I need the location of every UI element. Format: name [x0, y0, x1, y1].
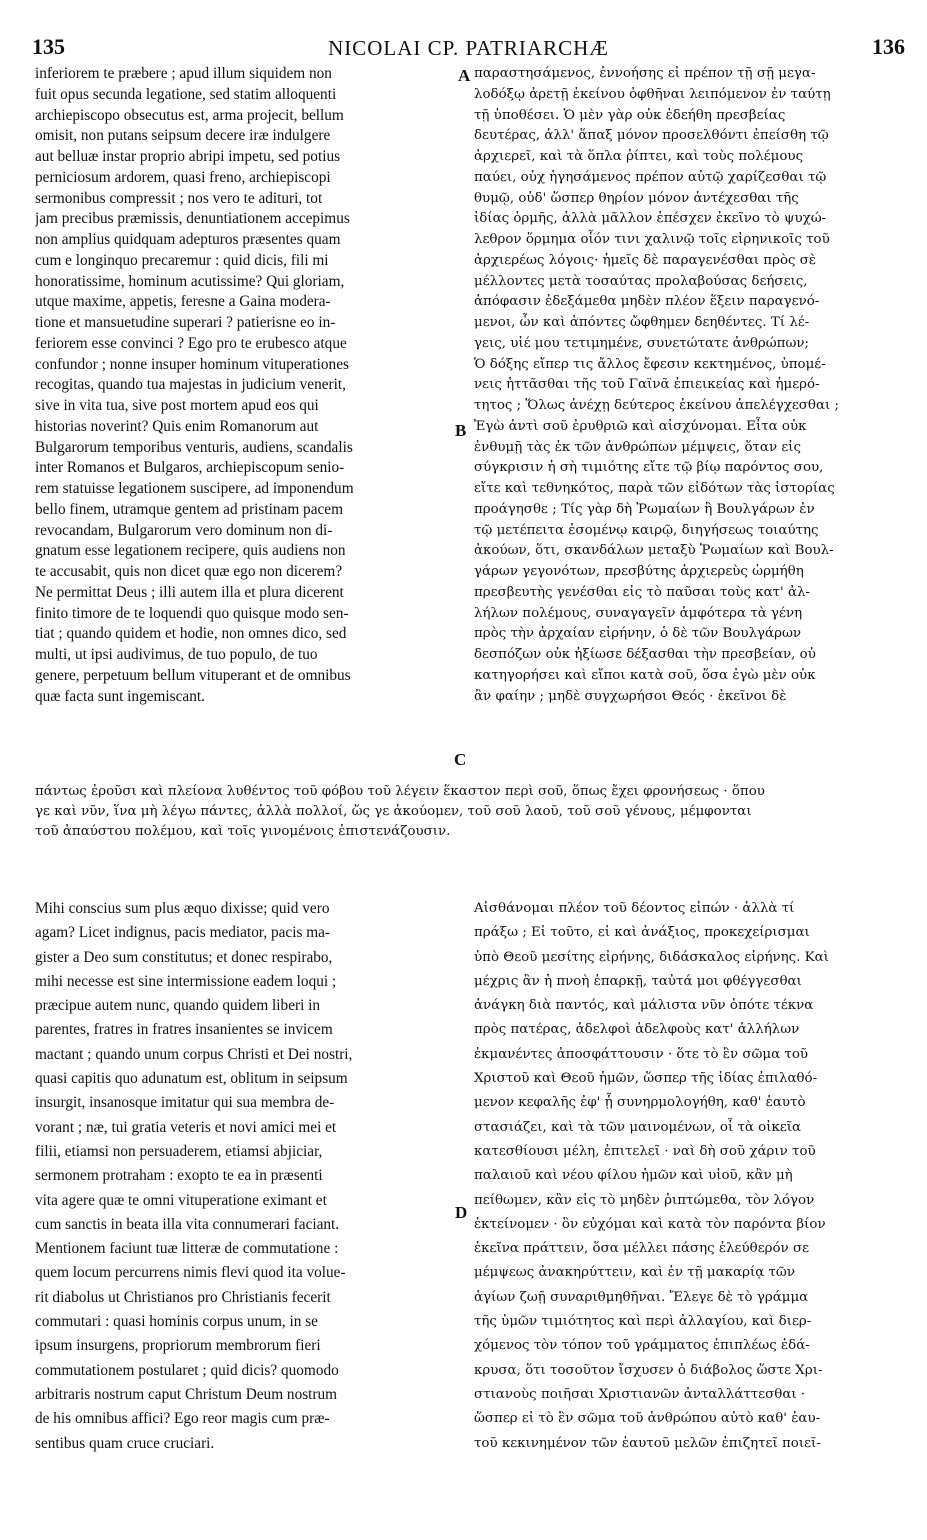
- text-line: τῇ ὑποθέσει. Ὁ μὲν γὰρ οὐκ ἐδεήθη πρεσβείας: [474, 107, 786, 123]
- text-line: omisit, non putans seipsum decere iræ indulgere: [35, 127, 331, 145]
- text-line: honoratissime, hominum acutissime? Qui gloriam,: [35, 272, 345, 290]
- greek-full-width-continuation: [35, 782, 905, 842]
- text-line: λήλων πολέμους, συναγαγεῖν ἀμφότερα τὰ γένη: [474, 605, 803, 621]
- text-line: gister a Deo sum constitutus; et donec respirabo,: [35, 948, 333, 966]
- text-line: πρὸς πατέρας, ἀδελφοὶ ἀδελφοὺς κατ' ἀλλήλων: [474, 1022, 800, 1038]
- latin-column-top: [35, 64, 458, 784]
- text-line: feriorem esse convinci ? Ego pro te erubesco atque: [35, 334, 347, 352]
- text-line: de his omnibus affici? Ego reor magis cum præ-: [35, 1410, 330, 1428]
- text-line: revocandam, Bulgarorum vero dominum non di-: [35, 521, 333, 539]
- text-line: κατεσθίουσι μέλη, ἐπιτελεῖ · ναὶ δὴ σοῦ χάριν τοῦ: [474, 1143, 816, 1159]
- page-number-right: 136: [872, 34, 905, 59]
- text-line: ἀκούων, ὅτι, σκανδάλων μεταξὺ Ῥωμαίων καὶ Βουλ-: [474, 543, 834, 559]
- text-line: τῆς ὑμῶν τιμιότητος καὶ περὶ ἀλλαγίου, καὶ διερ-: [474, 1314, 812, 1330]
- text-line: χόμενος τὸν τόπον τοῦ γράμματος ἐπιπλέως ἐδά-: [474, 1338, 810, 1354]
- text-line: Mihi conscius sum plus æquo dixisse; quid vero: [35, 900, 330, 917]
- text-line: μενοι, ὧν καὶ ἀπόντες ὤφθημεν δεηθέντες. Τί λέ-: [474, 315, 810, 330]
- text-line: quæ facta sunt ingemiscant.: [35, 687, 205, 705]
- text-line: commutationem postularet ; quid dicis? quomodo: [35, 1361, 339, 1379]
- margin-letter-d: D: [455, 1203, 468, 1222]
- text-line: quasi capitis quo adunatum est, oblitum in seipsum: [35, 1070, 348, 1088]
- text-line: inferiorem te præbere ; apud illum siquidem non: [35, 65, 332, 82]
- text-line: γε καὶ νῦν, ἵνα μὴ λέγω πάντες, ἀλλὰ πολλοί, ὥς γε ἀκούομεν, τοῦ σοῦ λαοῦ, τοῦ σοῦ γένους, μέμφονται: [35, 804, 752, 819]
- text-line: παραστησάμενος, ἐννοήσης εἰ πρέπον τῇ σῇ μεγα-: [474, 66, 816, 81]
- text-line: ἀρχιερέως λόγοις· ἡμεῖς δὲ παραγενέσθαι πρὸς σὲ: [474, 252, 817, 268]
- text-line: gnatum esse legationem recipere, quis audiens non: [35, 542, 346, 560]
- text-line: στασιάζει, καὶ τὰ τῶν μαινομένων, οἷ τὰ οἰκεῖα: [474, 1119, 802, 1135]
- text-line: τοῦ κεκινημένον τῶν ἑαυτοῦ μελῶν ἐπιζητεῖ ποιεῖ-: [474, 1435, 821, 1451]
- text-line: utque maxime, appetis, feresne a Gaina modera-: [35, 293, 331, 311]
- text-line: δεσπόζων οὐκ ἠξίωσε δέξασθαι τὴν πρεσβείαν, οὐ: [474, 647, 816, 662]
- text-line: genere, perpetuum bellum vituperant et de omnibus: [35, 666, 351, 684]
- text-line: præcipue autem nunc, quando quidem liberi in: [35, 997, 321, 1015]
- text-line: ἂν φαίην ; μηδὲ συγχωρήσοι Θεός · ἐκεῖνοι δὲ: [474, 688, 787, 704]
- text-line: tione et mansuetudine superari ? patierisne eo in-: [35, 314, 336, 331]
- text-line: rit diabolus ut Christianos pro Christianis fecerit: [35, 1288, 331, 1306]
- text-line: fuit opus secunda legatione, sed statim alloquenti: [35, 85, 337, 103]
- text-line: mactant ; quando unum corpus Christi et Dei nostri,: [35, 1045, 353, 1063]
- text-line: εἴτε καὶ τεθνηκότος, παρὰ τῶν εἰδότων τὰς ἱστορίας: [474, 481, 835, 496]
- text-line: δευτέρας, ἀλλ' ἅπαξ μόνον προσελθόντι ἐπείσθη τῷ: [474, 128, 829, 144]
- text-line: προάγησθε ; Τίς γὰρ δὴ Ῥωμαίων ἢ Βουλγάρων ἐν: [474, 501, 815, 517]
- text-line: γάρων γεγονότων, πρεσβύτης ἀρχιερεὺς ὡρμήθη: [474, 564, 804, 579]
- text-line: inter Romanos et Bulgaros, archiepiscopum senio-: [35, 459, 345, 477]
- text-line: κατηγορήσει καὶ εἴποι κατὰ σοῦ, ὅσα ἐγὼ μὲν οὐκ: [474, 667, 816, 683]
- text-line: non amplius quidquam adepturos præsentes quam: [35, 231, 341, 248]
- greek-column-bottom: [474, 897, 906, 1457]
- margin-letter-a: A: [458, 66, 471, 85]
- text-line: archiepiscopo obsecutus est, arma projecit, bellum: [35, 106, 344, 124]
- text-line: τητος ; Ὅλως ἀνέχῃ δεύτερος ἐκείνου ἀπελέγχεσθαι ;: [474, 398, 840, 413]
- text-line: mihi necesse est sine intermissione eadem loqui ;: [35, 972, 337, 990]
- text-line: historias noverint? Quis enim Romanorum aut: [35, 417, 319, 435]
- text-line: πρὸς τὴν ἀρχαίαν εἰρήνην, ὁ δὲ τῶν Βουλγάρων: [474, 626, 802, 642]
- text-line: τῷ μετέπειτα ἐσομένῳ καιρῷ, διηγήσεως τοιαύτης: [474, 522, 819, 538]
- text-line: μενον κεφαλῆς ἐφ' ᾗ συνηρμολογήθη, καθ' ἑαυτὸ: [474, 1095, 806, 1111]
- text-line: γεις, υἱέ μου τετιμημένε, συνετώτατε ἀνθρώπων;: [474, 335, 810, 351]
- margin-letter-c: C: [454, 750, 467, 769]
- text-line: Αἰσθάνομαι πλέον τοῦ δέοντος εἰπών · ἀλλὰ τί: [474, 901, 795, 916]
- text-line: θυμῷ, οὐδ' ὥσπερ θηρίον μόνον ἀντέχεσθαι τῆς: [474, 190, 799, 206]
- text-line: ἀρχιερεῖ, καὶ τὰ ὅπλα ῥίπτει, καὶ τοὺς πολέμους: [474, 149, 804, 164]
- text-line: Mentionem faciunt tuæ litteræ de commutatione :: [35, 1240, 339, 1258]
- text-line: λοδόξῳ ἀρετῇ ἐκείνου ὀφθῆναι λειπόμενον ἐν ταύτῃ: [474, 86, 831, 102]
- text-line: Ἐγὼ ἀντὶ σοῦ ἐρυθριῶ καὶ αἰσχύνομαι. Εἶτα οὐκ: [474, 418, 807, 434]
- text-line: ipsum insurgens, propriorum membrorum fieri: [35, 1337, 321, 1355]
- text-line: τοῦ ἀπαύστου πολέμου, καὶ τοῖς γινομένοις ἐπιστενάζουσιν.: [35, 824, 451, 839]
- text-line: ἁγίων ζωῇ συναριθμηθῆναι. Ἔλεγε δὲ τὸ γράμμα: [474, 1289, 809, 1305]
- text-line: confundor ; nonne insuper hominum vituperationes: [35, 355, 349, 373]
- text-line: te accusabit, quis non dicet quæ ego non dicerem?: [35, 563, 343, 580]
- text-line: vorant ; næ, tui gratia veteris et novi amici mei et: [35, 1118, 337, 1136]
- text-line: πράξω ; Εἰ τοῦτο, εἰ καὶ ἀνάξιος, προκεχείρισμαι: [474, 925, 810, 941]
- text-line: sermonem protraham : exopto te ea in præsenti: [35, 1167, 323, 1185]
- text-line: sermonibus compressit ; nos vero te adituri, tot: [35, 189, 323, 207]
- text-line: tiat ; quando quidem et hodie, non omnes dico, sed: [35, 625, 347, 643]
- text-line: cum sanctis in beata illa vita connumerari faciant.: [35, 1215, 340, 1233]
- text-line: ὥσπερ εἰ τὸ ἓν σῶμα τοῦ ἀνθρώπου αὐτὸ καθ' ἑαυ-: [474, 1411, 821, 1427]
- text-line: commutari : quasi hominis corpus unum, in se: [35, 1313, 318, 1331]
- running-title: NICOLAI CP. PATRIARCHÆ: [328, 36, 609, 60]
- text-line: Bulgarorum temporibus venturis, audiens, scandalis: [35, 438, 353, 456]
- text-line: sive in vita tua, sive post mortem apud eos qui: [35, 397, 319, 414]
- text-line: πείθωμεν, κἂν εἰς τὸ μηδὲν ῥιπτώμεθα, τὸν λόγον: [474, 1192, 815, 1208]
- text-line: σύγκρισιν ἡ σὴ τιμιότης εἴτε τῷ βίῳ παρόντος σου,: [474, 460, 824, 476]
- running-header: [30, 34, 907, 64]
- text-line: ἐκεῖνα πράττειν, ὅσα μέλλει πάσης ἐλεύθερόν σε: [474, 1241, 810, 1257]
- text-line: parentes, fratres in fratres insanientes se invicem: [35, 1021, 333, 1039]
- text-line: ἐνθυμῇ τὰς ἐκ τῶν ἀνθρώπων μέμψεις, ὅταν εἰς: [474, 439, 802, 455]
- greek-column-top: [474, 64, 906, 784]
- text-line: παύει, οὐχ ἡγησάμενος πρέπον αὐτῷ χαρίζεσθαι τῷ: [474, 169, 827, 185]
- margin-letter-b: B: [455, 421, 467, 440]
- text-line: recogitas, quando tua majestas in judicium venerit,: [35, 376, 346, 394]
- text-line: finito timore de te loquendi quo quisque modo sen-: [35, 604, 349, 622]
- text-line: στιανοὺς ποιῆσαι Χριστιανῶν ἀνταλλάττεσθαι ·: [474, 1386, 806, 1402]
- text-line: κρυσα, ὅτι τοσοῦτον ἴσχυσεν ὁ διάβολος ὥστε Χρι-: [474, 1362, 823, 1378]
- text-line: μέχρις ἂν ἡ πνοὴ ἐπαρκῇ, ταὐτά μοι φθέγγεσθαι: [474, 973, 802, 989]
- text-line: παλαιοῦ καὶ νέου φίλου ἡμῶν καὶ υἱοῦ, κἂν μὴ: [474, 1168, 793, 1184]
- page-number-left: 135: [32, 34, 65, 59]
- text-line: filii, etiamsi non persuaderem, etiamsi abjiciar,: [35, 1142, 323, 1160]
- text-line: ἐκτείνομεν · ὃν εὐχόμαι καὶ κατὰ τὸν παρόντα βίον: [474, 1216, 826, 1232]
- text-line: multi, ut ipsi audivimus, de tuo populo, de tuo: [35, 646, 318, 663]
- text-line: bello finem, utramque gentem ad pristinam pacem: [35, 500, 343, 518]
- latin-column-bottom: [35, 897, 455, 1457]
- text-line: ἀνάγκη διὰ παντός, καὶ μάλιστα νῦν ὁπότε τέκνα: [474, 998, 814, 1014]
- text-line: jam precibus præmissis, denuntiationem accepimus: [35, 210, 350, 228]
- text-line: quem locum percurrens nimis flevi quod ita volue-: [35, 1264, 346, 1282]
- text-line: sentibus quam cruce cruciari.: [35, 1434, 215, 1452]
- text-line: πρεσβευτὴς γενέσθαι εἰς τὸ παῦσαι τοὺς κατ' ἀλ-: [474, 584, 811, 600]
- text-line: Χριστοῦ καὶ Θεοῦ ἡμῶν, ὥσπερ τῆς ἰδίας ἐπιλαθό-: [474, 1071, 818, 1087]
- text-line: πάντως ἐροῦσι καὶ πλείονα λυθέντος τοῦ φόβου τοῦ λέγειν ἕκαστον περὶ σοῦ, ὅπως ἔχει φρονήσεως · ὅπου: [35, 784, 765, 799]
- text-line: μέλλοντες μετὰ τοσαύτας προλαβούσας δεήσεις,: [474, 273, 808, 289]
- text-line: vita agere quæ te omni vituperatione eximant et: [35, 1191, 327, 1209]
- text-line: Ὁ δόξης εἴπερ τις ἄλλος ἔφεσιν κεκτημένος, ὑπομέ-: [474, 356, 826, 372]
- text-line: agam? Licet indignus, pacis mediator, pacis ma-: [35, 924, 331, 942]
- text-line: νεις ἡττᾶσθαι τῆς τοῦ Γαϊνᾶ ἐπιεικείας καὶ ἡμερό-: [474, 377, 820, 393]
- text-line: cum e longinquo precaremur : quid dicis, fili mi: [35, 251, 329, 269]
- text-line: λεθρον ὅρμημα οἷόν τινι χαλινῷ τοῖς εἰρηνικοῖς τοῦ: [474, 232, 830, 247]
- text-line: perniciosum ardorem, quasi freno, archiepiscopi: [35, 168, 331, 186]
- text-line: arbitraris nostrum caput Christum Deum nostrum: [35, 1385, 338, 1403]
- text-line: ἐκμανέντες ἀποσφάττουσιν · ὅτε τὸ ἓν σῶμα τοῦ: [474, 1046, 809, 1062]
- text-line: Ne permittat Deus ; illi autem illa et plura dicerent: [35, 583, 344, 601]
- text-line: ὑπὸ Θεοῦ μεσίτης εἰρήνης, διδάσκαλος εἰρήνης. Καὶ: [474, 949, 829, 965]
- text-line: rem statuisse legationem suscipere, ad imponendum: [35, 480, 354, 497]
- text-line: insurgit, insanosque imitatur qui sua membra de-: [35, 1094, 335, 1112]
- text-line: μέμψεως ἀνακηρύττειν, καὶ ἐν τῇ μακαρίᾳ τῶν: [474, 1265, 795, 1281]
- text-line: aut belluæ instar proprio abripi impetu, sed potius: [35, 148, 341, 165]
- text-line: ἀπόφασιν ἐδεξάμεθα μηδὲν πλέον ἕξειν παραγενό-: [474, 294, 820, 310]
- text-line: ἰδίας ὁρμῆς, ἀλλὰ μᾶλλον ἐπέσχεν ἐκεῖνο τὸ ψυχώ-: [474, 211, 827, 227]
